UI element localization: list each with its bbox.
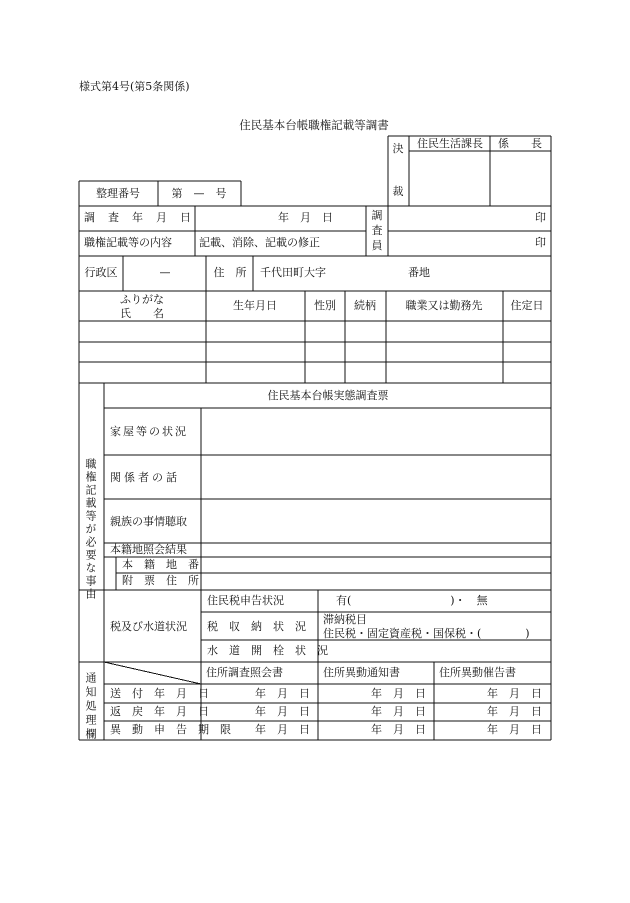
notice-r1-c3-date[interactable]: 年 月 日	[487, 687, 542, 700]
job-header: 職業又は勤務先	[405, 299, 483, 312]
approval-stamp-cell-2[interactable]	[491, 152, 550, 205]
approval-stamp-cell-1[interactable]	[410, 152, 489, 205]
tainou-items[interactable]: 住民税・固定資産税・国保税・( )	[323, 627, 530, 640]
tax-water-label: 税及び水道状況	[110, 620, 187, 633]
chosain-label-3: 員	[371, 239, 383, 252]
chosain-label-2: 査	[371, 224, 383, 237]
chosa-date-value[interactable]: 年 月 日	[278, 211, 333, 224]
sex-header: 性別	[314, 299, 336, 312]
fuhyo-label: 附 票 住 所	[122, 574, 199, 587]
shuno-label: 税 収 納 状 況	[207, 620, 306, 633]
notice-r1-c2-date[interactable]: 年 月 日	[371, 687, 426, 700]
notice-col-3: 住所異動催告書	[439, 666, 516, 679]
survey-side-label: 職権記載等が必要な事由	[84, 458, 97, 601]
shokken-value[interactable]: 記載、消除、記載の修正	[199, 236, 320, 249]
notice-r2-c1-date[interactable]: 年 月 日	[255, 705, 310, 718]
notice-side-label: 通知処理欄	[84, 672, 97, 742]
kaoku-label: 家屋等の状況	[110, 425, 188, 438]
shinkoku-value[interactable]: 有( )・ 無	[336, 594, 488, 607]
jusho-label: 住 所	[213, 266, 247, 279]
notice-r2-c3-date[interactable]: 年 月 日	[487, 705, 542, 718]
notice-col-2: 住所異動通知書	[323, 666, 400, 679]
notice-row-3-label: 異 動 申 告 期 限	[110, 723, 231, 736]
suido-label: 水 道 開 栓 状 況	[207, 644, 328, 657]
honseki-label: 本籍地照会結果	[110, 543, 187, 556]
chosain-seal-1[interactable]: 印	[535, 211, 546, 224]
jusho-banchi[interactable]: 番地	[408, 266, 430, 279]
name-header: 氏 名	[120, 307, 164, 320]
approval-col-1: 住民生活課長	[417, 137, 483, 150]
approval-col-2: 係 長	[498, 137, 542, 150]
approval-label-2: 裁	[392, 185, 404, 198]
honseki-chiban-label: 本 籍 地 番	[122, 558, 199, 571]
approval-label-1: 決	[392, 142, 404, 155]
notice-row-2-label: 返 戻 年 月 日	[110, 705, 209, 718]
shokken-label: 職権記載等の内容	[84, 236, 172, 249]
birth-header: 生年月日	[233, 299, 277, 312]
notice-r3-c1-date[interactable]: 年 月 日	[255, 723, 310, 736]
shinkoku-label: 住民税申告状況	[207, 594, 284, 607]
tainou-title: 滞納税目	[323, 613, 367, 626]
furigana-header: ふりがな	[120, 293, 164, 306]
chosa-date-label: 調 査 年 月 日	[84, 211, 192, 224]
notice-r2-c2-date[interactable]: 年 月 日	[371, 705, 426, 718]
notice-r1-c1-date[interactable]: 年 月 日	[255, 687, 310, 700]
notice-r3-c3-date[interactable]: 年 月 日	[487, 723, 542, 736]
notice-r3-c2-date[interactable]: 年 月 日	[371, 723, 426, 736]
shinzoku-label: 親族の事情聴取	[110, 515, 187, 528]
form-number: 様式第4号(第5条関係)	[79, 80, 190, 93]
jusho-town: 千代田町大字	[260, 266, 326, 279]
seiri-value[interactable]: 第 — 号	[171, 187, 227, 200]
notice-row-1-label: 送 付 年 月 日	[110, 687, 209, 700]
seiri-label: 整理番号	[96, 187, 140, 200]
relation-header: 続柄	[354, 299, 376, 312]
gyoseiku-value[interactable]: —	[159, 266, 171, 279]
chosain-label-1: 調	[371, 209, 383, 222]
notice-col-1: 住所調査照会書	[206, 666, 283, 679]
page-title: 住民基本台帳職権記載等調書	[239, 118, 389, 132]
chosain-seal-2[interactable]: 印	[535, 236, 546, 249]
gyoseiku-label: 行政区	[84, 266, 118, 279]
kankeisha-label: 関係者の話	[110, 471, 180, 484]
fixed-date-header: 住定日	[510, 299, 544, 312]
survey-title: 住民基本台帳実態調査票	[267, 389, 389, 402]
